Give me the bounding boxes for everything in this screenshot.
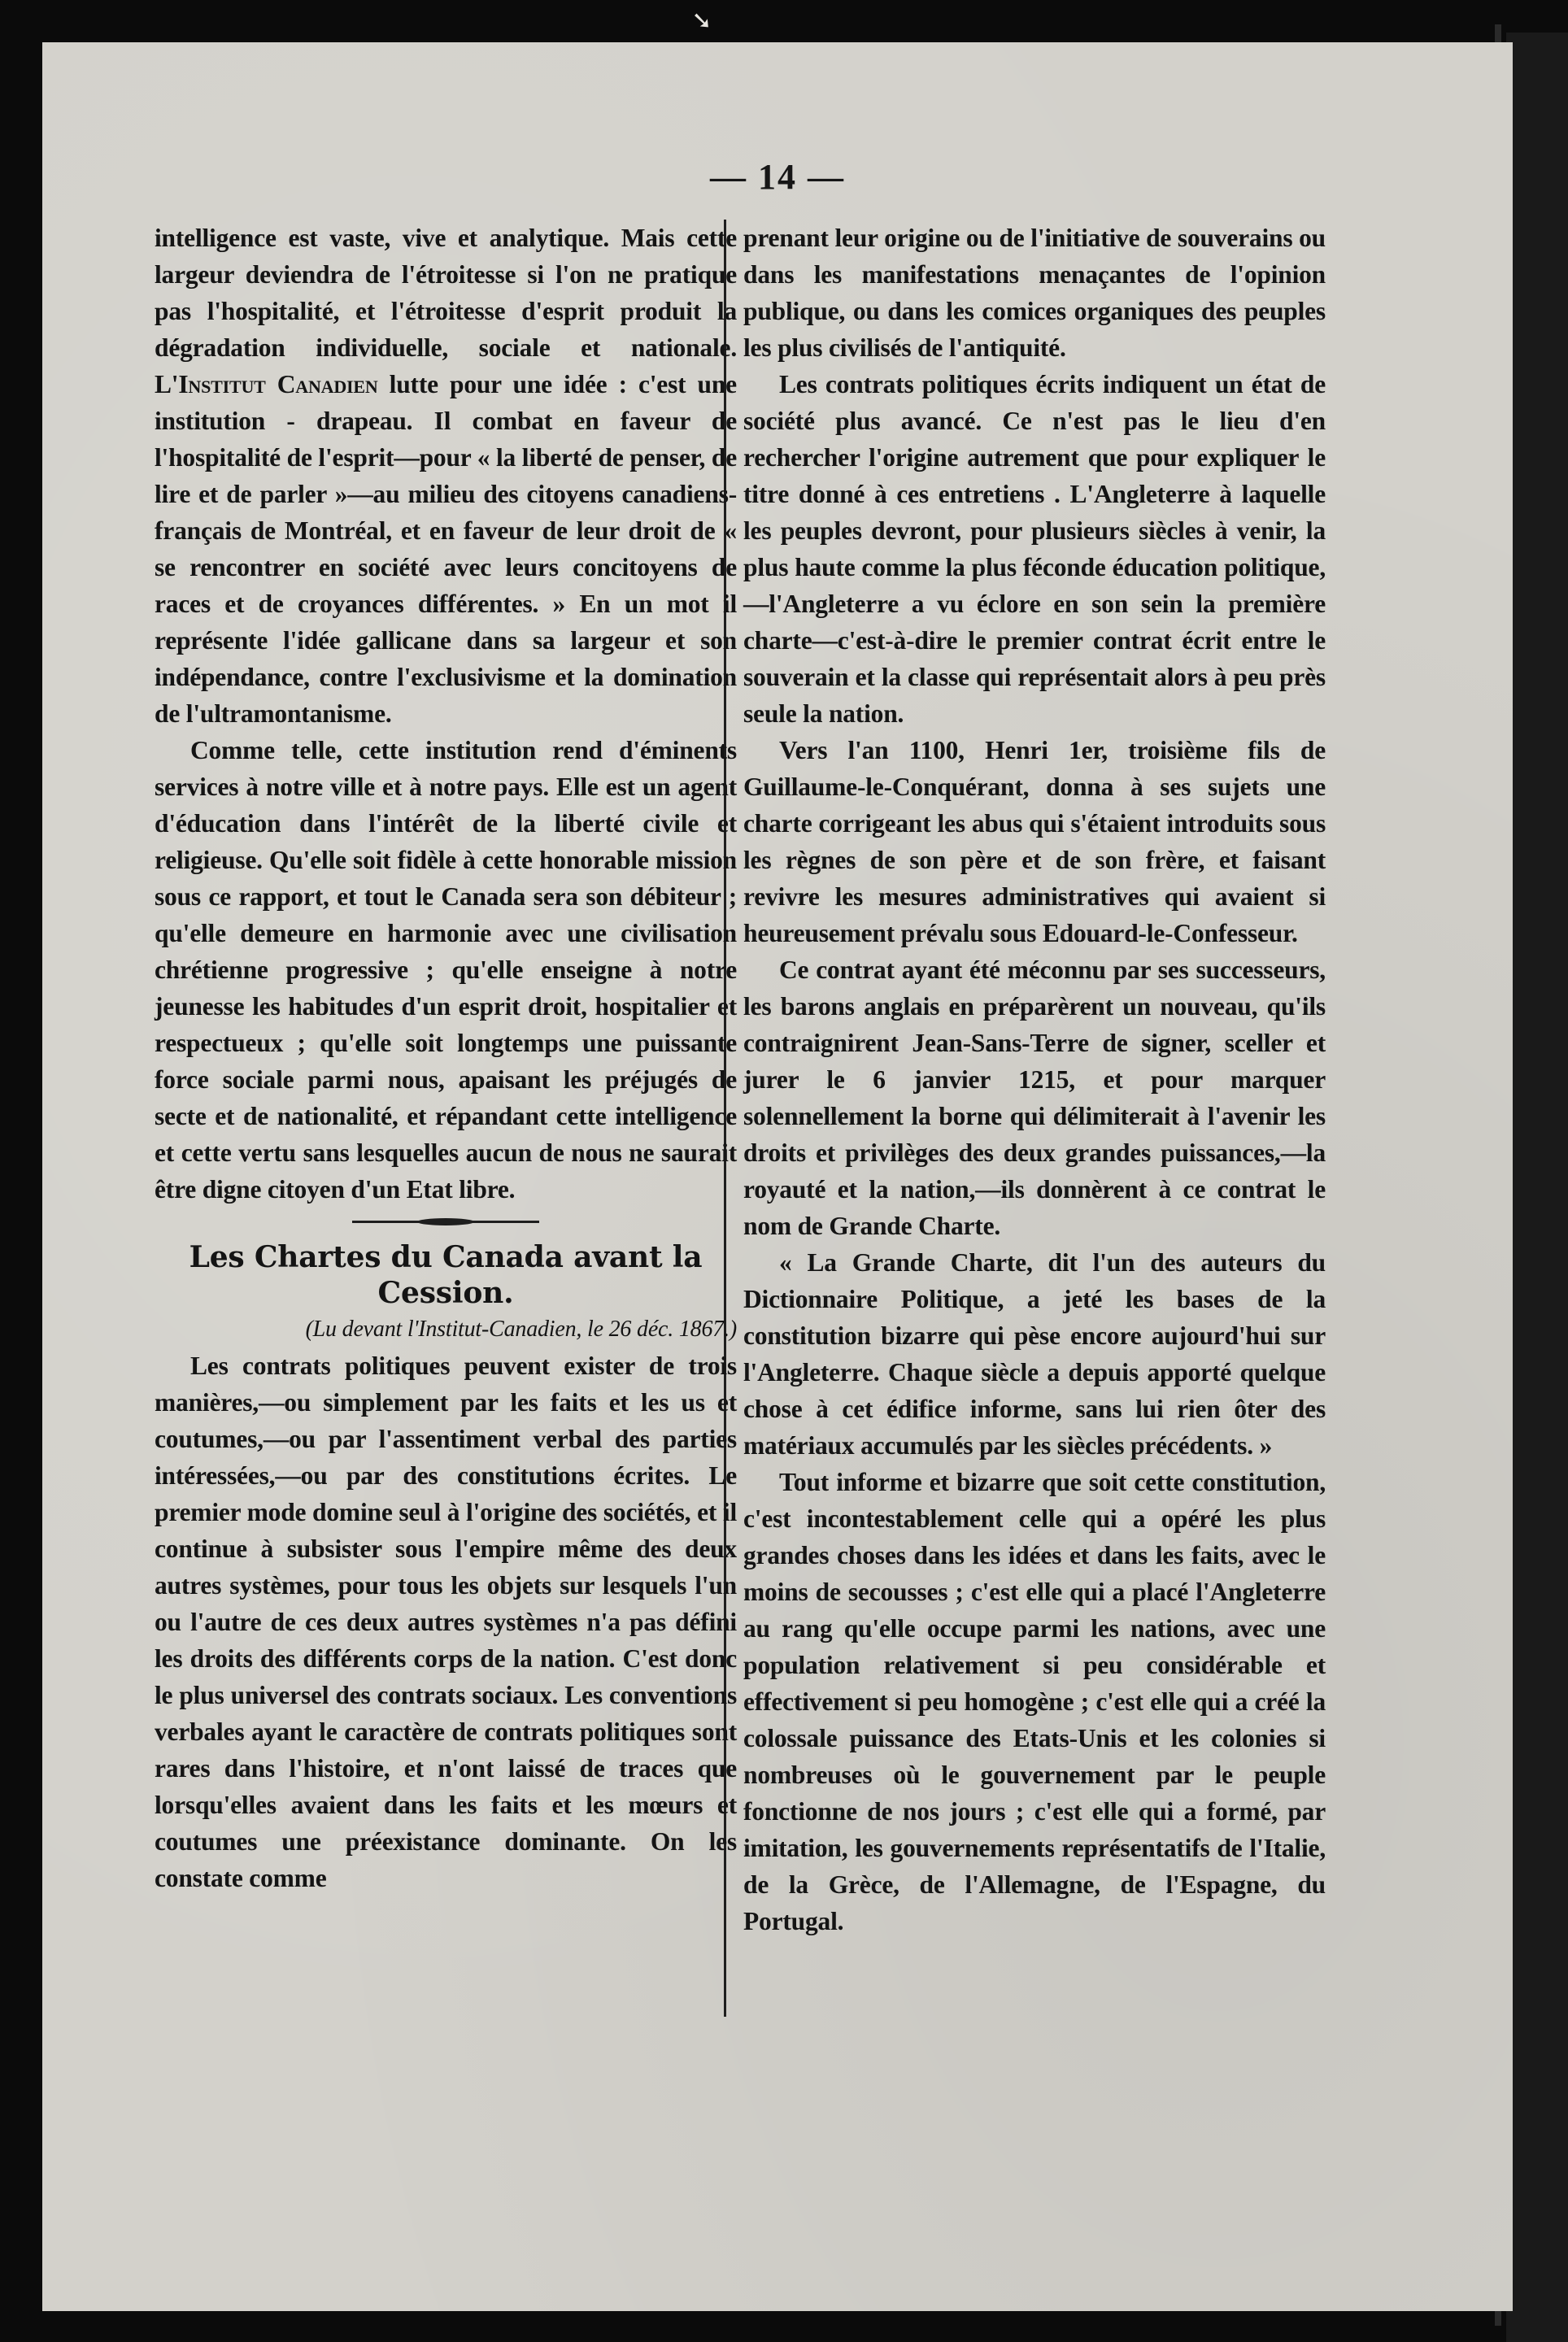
right-column xyxy=(743,220,1326,1939)
right-paragraph-5: « La Grande Charte, dit l'un des auteurs du Dictionnaire Politique, a jeté les bases de la constitution bizarre qui pèse encore aujourd'hui sur l'Angleterre. Chaque siècle a depuis apporté quelque chose à cet édifice informe, sans lui rien ôter des matériaux accumulés par les siècles précédents. » xyxy=(743,1248,1326,1460)
scan-border xyxy=(1506,33,1568,2342)
section-separator xyxy=(352,1221,539,1223)
left-paragraph-1 xyxy=(155,220,737,732)
section-heading: Les Chartes du Canada avant la Cession. xyxy=(189,1240,703,1310)
left-paragraph-3: Les contrats politiques peuvent exister de trois manières,—ou simplement par les faits et les us et coutumes,—ou par l'assentiment verbal des parties intéressées,—ou par des constitutions écrites. Le premier mode domine seul à l'origine des sociétés, et il continue à subsister sous l'empire même des deux autres systèmes, pour tous les objets sur lesquels l'un ou l'autre de ces deux autres systèmes n'a pas défini les droits des différents corps de la nation. C'est donc le plus universel des contrats sociaux. Les conventions verbales ayant le caractère de contrats politiques sont rares dans l'histoire, et n'ont laissé de traces que lorsqu'elles avaient dans les faits et les mœurs et coutumes une préexistance dominante. On les constate comme xyxy=(155,1352,737,1892)
right-paragraph-4: Ce contrat ayant été méconnu par ses successeurs, les barons anglais en préparèrent un nouveau, qu'ils contraignirent Jean-Sans-Terre de signer, sceller et jurer le 6 janvier 1215, et pour marquer solennellement la borne qui délimiterait à l'avenir les droits et privilèges des deux grandes puissances,—la royauté et la nation,—ils donnèrent à ce contrat le nom de Grande Charte. xyxy=(743,956,1326,1240)
left-p1-text: intelligence est vaste, vive et analytique. Mais cette largeur deviendra de l'étroitesse si l'on ne pratique pas l'hospitalité, et l'étroitesse d'esprit produit la dégradation individuelle, sociale et nationale. xyxy=(155,224,737,362)
right-paragraph-2: Les contrats politiques écrits indiquent un état de société plus avancé. Ce n'est pas le lieu d'en rechercher l'origine autrement que pour expliquer le titre donné à ces entretiens . L'Angleterre à laquelle les peuples devront, pour plusieurs siècles à venir, la plus haute comme la plus féconde éducation politique,—l'Angleterre a vu éclore en son sein la première charte—c'est-à-dire le premier contrat écrit entre le souverain et la classe qui représentait alors à peu près seule la nation. xyxy=(743,370,1326,728)
page-number: — 14 — xyxy=(710,157,845,197)
right-paragraph-6: Tout informe et bizarre que soit cette constitution, c'est incontestablement celle qui a opéré les plus grandes choses dans les idées et dans les faits, avec le moins de secousses ; c'est elle qui a placé l'Angleterre au rang qu'elle occupe parmi les nations, avec une population relativement si peu considérable et effectivement si peu homogène ; c'est elle qui a créé la colossale puissance des Etats-Unis et les colonies si nombreuses où le gouvernement par le peuple fonctionne de nos jours ; c'est elle qui a formé, par imitation, les gouvernements représentatifs de l'Italie, de la Grèce, de l'Allemagne, de l'Espagne, du Portugal. xyxy=(743,1468,1326,1935)
left-p1-rest: lutte pour une idée : c'est une institution - drapeau. Il combat en faveur de l'hospitalité de l'esprit—pour « la liberté de penser, de lire et de parler »—au milieu des citoyens canadiens-français de Montréal, et en faveur de leur droit de « se rencontrer en société avec leurs concitoyens de races et de croyances différentes. » En un mot il représente l'idée gallicane dans sa largeur et son indépendance, contre l'exclusivisme et la domination de l'ultramontanisme. xyxy=(155,370,737,728)
left-column xyxy=(155,220,737,1896)
margin-mark: ➘ xyxy=(691,7,712,35)
section-subheading: (Lu devant l'Institut-Canadien, le 26 déc. 1867.) xyxy=(305,1317,737,1342)
left-paragraph-2: Comme telle, cette institution rend d'éminents services à notre ville et à notre pays. Elle est un agent d'éducation dans l'intérêt de la liberté civile et religieuse. Qu'elle soit fidèle à cette honorable mission sous ce rapport, et tout le Canada sera son débiteur ; qu'elle demeure en harmonie avec une civilisation chrétienne progressive ; qu'elle enseigne à notre jeunesse les habitudes d'un esprit droit, hospitalier et respectueux ; qu'elle soit longtemps une puissante force sociale parmi nous, apaisant les préjugés de secte et de nationalité, et répandant cette intelligence et cette vertu sans lesquelles aucun de nous ne saurait être digne citoyen d'un Etat libre. xyxy=(155,736,737,1204)
institut-name: L'Institut Canadien xyxy=(155,370,378,398)
right-paragraph-3: Vers l'an 1100, Henri 1er, troisième fils de Guillaume-le-Conquérant, donna à ses sujets une charte corrigeant les abus qui s'étaient introduits sous les règnes de son père et de son frère, et faisant revivre les mesures administratives qui avaient si heureusement prévalu sous Edouard-le-Confesseur. xyxy=(743,736,1326,947)
right-paragraph-1: prenant leur origine ou de l'initiative de souverains ou dans les manifestations menaçantes de l'opinion publique, ou dans les comices organiques des peuples les plus civilisés de l'antiquité. xyxy=(743,224,1326,362)
